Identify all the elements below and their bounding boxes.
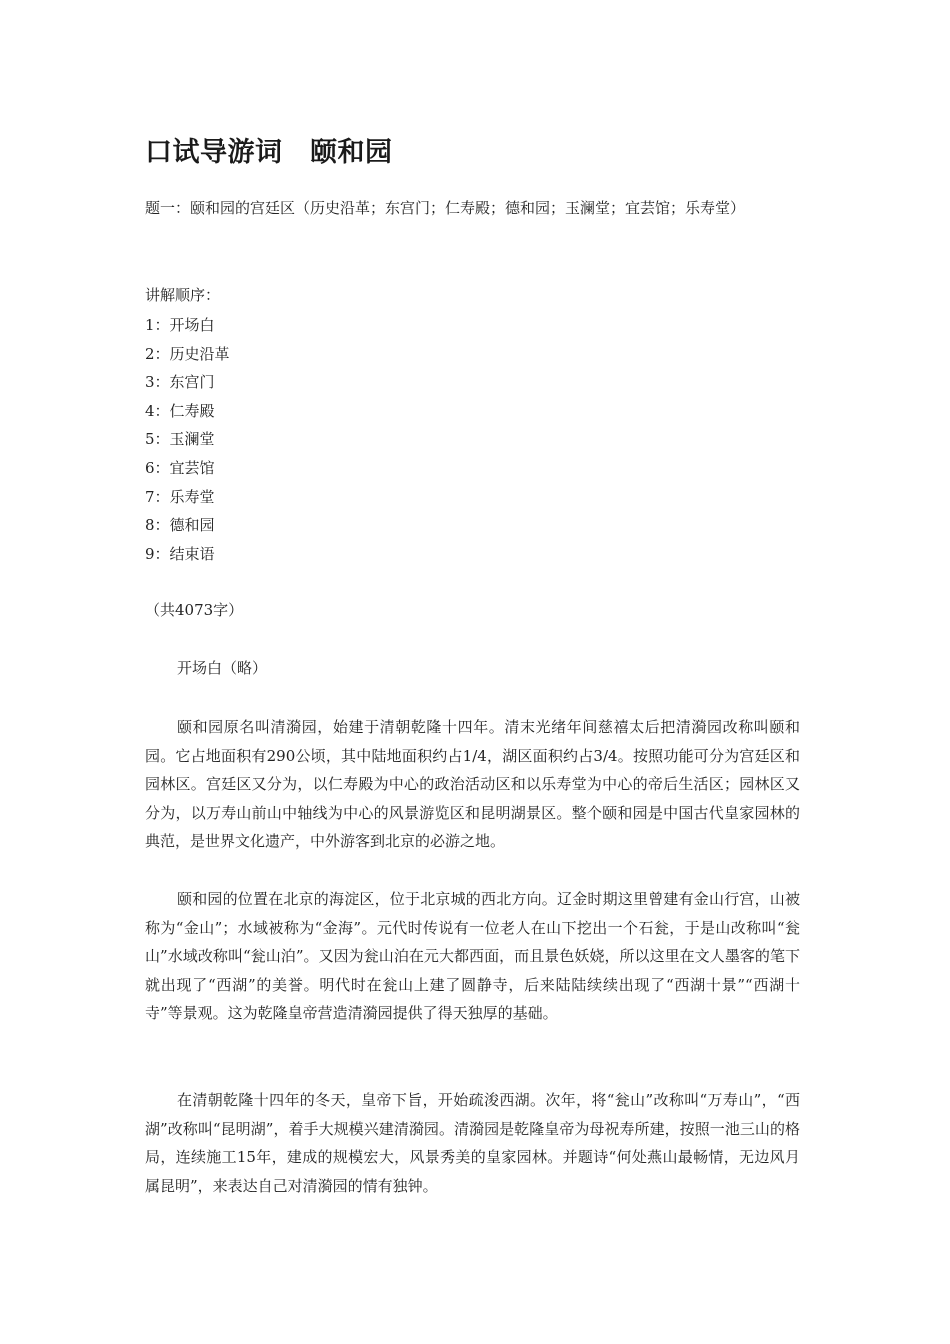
- list-item: 9：结束语: [145, 544, 215, 563]
- list-item: 2：历史沿革: [145, 344, 230, 363]
- opening-paragraph: 开场白（略）: [177, 659, 268, 677]
- order-heading: 讲解顺序：: [145, 286, 221, 304]
- list-item: 8：德和园: [145, 516, 215, 535]
- word-count: （共4073字）: [145, 601, 244, 619]
- topic-line: 题一：颐和园的宫廷区（历史沿革；东宫门；仁寿殿；德和园；玉澜堂；宜芸馆；乐寿堂）: [145, 199, 746, 217]
- list-item: 7：乐寿堂: [145, 487, 215, 506]
- list-item: 4：仁寿殿: [145, 401, 215, 420]
- list-item: 1：开场白: [145, 316, 215, 334]
- document-title: 口试导游词 颐和园: [145, 137, 393, 168]
- body-paragraph-2: 颐和园的位置在北京的海淀区，位于北京城的西北方向。辽金时期这里曾建有金山行宫，山被称为“金山”；水域被称为“金海”。元代时传说有一位老人在山下挖出一个石瓮，于是山改称叫“瓮山”水域改称叫“瓮山泊”。又因为瓮山泊在元大都西面，而且景色妖娆，所以这里在文人墨客的笔下就出现了“西湖”的美誉。明代时在瓮山上建了圆静寺，后来陆陆续续出现了“西湖十景”“西湖十寺”等景观。这为乾隆皇帝营造清漪园提供了得天独厚的基础。: [145, 890, 800, 1023]
- body-paragraph-1: 颐和园原名叫清漪园，始建于清朝乾隆十四年。清末光绪年间慈禧太后把清漪园改称叫颐和园。它占地面积有290公顷，其中陆地面积约占1/4，湖区面积约占3/4。按照功能可分为宫廷区和园林区。宫廷区又分为，以仁寿殿为中心的政治活动区和以乐寿堂为中心的帝后生活区；园林区又分为，以万寿山前山中轴线为中心的风景游览区和昆明湖景区。整个颐和园是中国古代皇家园林的典范，是世界文化遗产，中外游客到北京的必游之地。: [145, 718, 800, 851]
- order-list: [145, 311, 230, 568]
- list-item: 6：宜芸馆: [145, 458, 215, 477]
- list-item: 5：玉澜堂: [145, 430, 215, 449]
- body-paragraph-3: 在清朝乾隆十四年的冬天，皇帝下旨，开始疏浚西湖。次年，将“瓮山”改称叫“万寿山”，“西湖”改称叫“昆明湖”，着手大规模兴建清漪园。清漪园是乾隆皇帝为母祝寿所建，按照一池三山的格局，连续施工15年，建成的规模宏大，风景秀美的皇家园林。并题诗“何处燕山最畅情，无边风月属昆明”，来表达自己对清漪园的情有独钟。: [145, 1091, 800, 1195]
- list-item: 3：东宫门: [145, 373, 215, 392]
